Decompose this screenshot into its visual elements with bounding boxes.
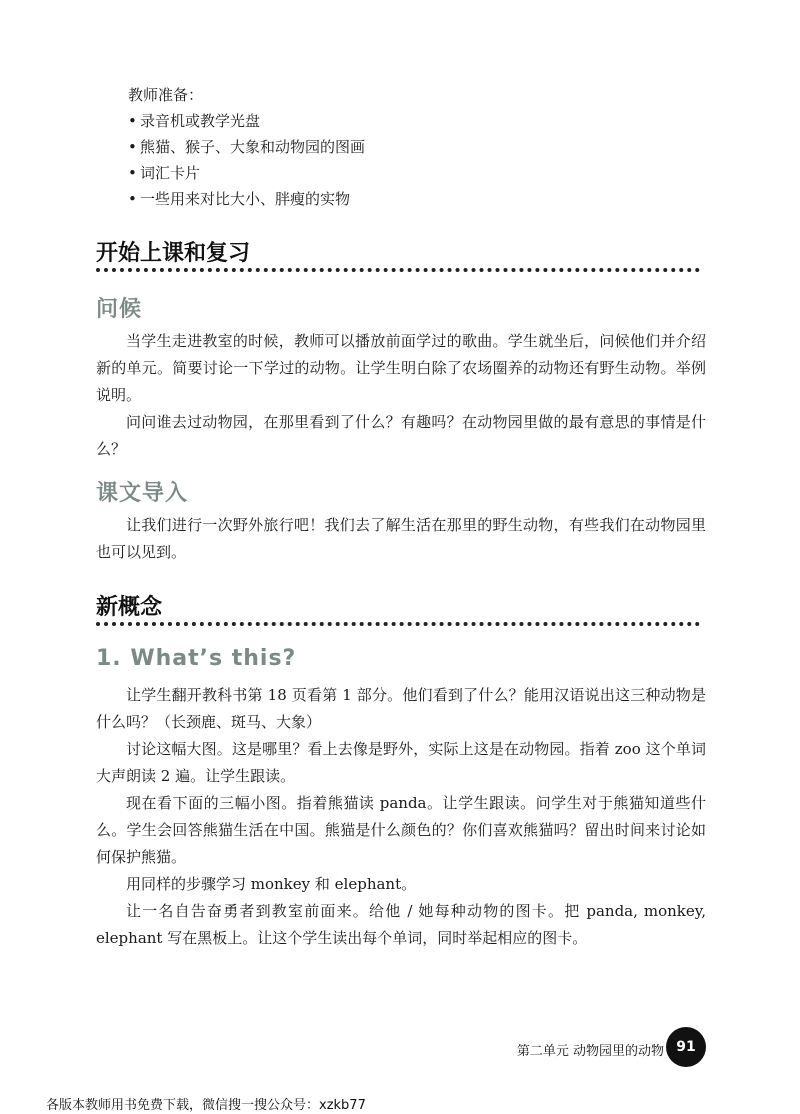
bullet-icon: • [128,112,137,130]
prep-list-item [128,134,365,160]
section-heading-new-concepts [96,594,700,624]
paragraph: 让学生翻开教科书第 18 页看第 1 部分。他们看到了什么？能用汉语说出这三种动物是什么吗？（长颈鹿、斑马、大象） [96,686,706,731]
prep-list-item [128,108,365,134]
section-title: 新概念 [96,595,163,620]
paragraph: 现在看下面的三幅小图。指着熊猫读 panda。让学生跟读。问学生对于熊猫知道些什么。学生会回答熊猫生活在中国。熊猫是什么颜色的？你们喜欢熊猫吗？留出时间来讨论如何保护熊猫。 [96,794,706,866]
unit-label: 第二单元 动物园里的动物 [516,1044,664,1059]
subheading-whats-this: 1. What’s this? [96,646,297,671]
teacher-prep-heading: 教师准备： [128,86,204,104]
bullet-icon: • [128,190,137,208]
dotted-divider [96,268,700,272]
prep-item-text: 录音机或教学光盘 [140,112,261,130]
section-heading-start-review [96,240,700,270]
paragraph: 讨论这幅大图。这是哪里？看上去像是野外，实际上这是在动物园。指着 zoo 这个单词大声朗读 2 遍。让学生跟读。 [96,740,706,785]
prep-list-item [128,186,365,212]
subheading-lesson-intro: 课文导入 [96,481,189,506]
subheading-greeting: 问候 [96,297,143,322]
prep-item-text: 熊猫、猴子、大象和动物园的图画 [140,138,366,156]
prep-list-item [128,160,365,186]
watermark-text: 各版本教师用书免费下载，微信搜一搜公众号：xzkb77 [46,1098,366,1113]
section-title: 开始上课和复习 [96,241,251,266]
dotted-divider [96,622,700,626]
bullet-icon: • [128,138,137,156]
paragraph: 让我们进行一次野外旅行吧！我们去了解生活在那里的野生动物，有些我们在动物园里也可以见到。 [96,516,706,561]
bullet-icon: • [128,164,137,182]
prep-item-text: 词汇卡片 [140,164,201,182]
paragraph: 用同样的步骤学习 monkey 和 elephant。 [126,875,417,893]
paragraph: 当学生走进教室的时候，教师可以播放前面学过的歌曲。学生就坐后，问候他们并介绍新的单元。简要讨论一下学过的动物。让学生明白除了农场圈养的动物还有野生动物。举例说明。 [96,332,706,404]
page-number-badge: 91 [666,1027,706,1067]
teacher-prep [128,82,365,212]
prep-item-text: 一些用来对比大小、胖瘦的实物 [140,190,351,208]
paragraph: 让一名自告奋勇者到教室前面来。给他 / 她每种动物的图卡。把 panda, monkey, elephant 写在黑板上。让这个学生读出每个单词，同时举起相应的图卡。 [96,902,706,947]
paragraph: 问问谁去过动物园，在那里看到了什么？有趣吗？在动物园里做的最有意思的事情是什么？ [96,413,706,458]
